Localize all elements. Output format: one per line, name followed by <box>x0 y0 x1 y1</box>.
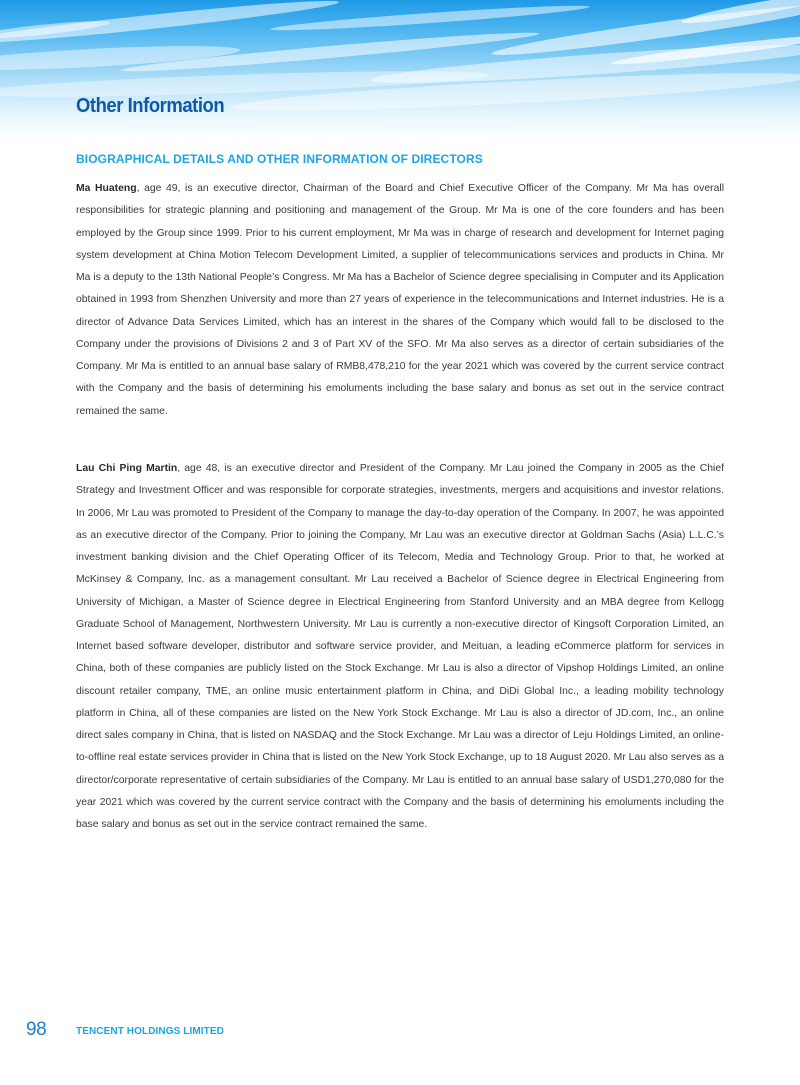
director-bio-lau-chi-ping-martin <box>76 458 724 836</box>
director-bio-text: , age 48, is an executive director and President of the Company. Mr Lau joined the Company in 2005 as the Chief Strategy and Investment Officer and was responsible for corporate strategies, investments, mergers and acquisitions and investor relations. In 2006, Mr Lau was promoted to President of the Company to manage the day-to-day operation of the Company. In 2007, he was appointed as an executive director of the Company. Prior to joining the Company, Mr Lau was an executive director at Goldman Sachs (Asia) L.L.C.’s investment banking division and the Chief Operating Officer of its Telecom, Media and Technology Group. Prior to that, he worked at McKinsey & Company, Inc. as a management consultant. Mr Lau received a Bachelor of Science degree in Electrical Engineering from University of Michigan, a Master of Science degree in Electrical Engineering from Stanford University and an MBA degree from Kellogg Graduate School of Management, Northwestern University. Mr Lau is currently a non-executive director of Kingsoft Corporation Limited, an Internet based software developer, distributor and software service provider, and Meituan, a leading eCommerce platform for services in China, both of these companies are publicly listed on the Stock Exchange. Mr Lau is also a director of Vipshop Holdings Limited, an online discount retailer company, TME, an online music entertainment platform in China, and DiDi Global Inc., a leading mobility technology platform in China, all of these companies are listed on the New York Stock Exchange. Mr Lau is also a director of JD.com, Inc., an online direct sales company in China, that is listed on NASDAQ and the Stock Exchange. Mr Lau was a director of Leju Holdings Limited, an online-to-offline real estate services provider in China that is listed on the New York Stock Exchange, up to 18 August 2020. Mr Lau also serves as a director/corporate representative of certain subsidiaries of the Company. Mr Lau is entitled to an annual base salary of USD1,270,080 for the year 2021 which was covered by the current service contract with the Company and the basis of determining his emoluments including the base salary and bonus as set out in the service contract remained the same. <box>76 463 724 830</box>
director-name: Ma Huateng <box>76 183 137 194</box>
director-bio-text: , age 49, is an executive director, Chairman of the Board and Chief Executive Officer of the Company. Mr Ma has overall responsibilities for strategic planning and positioning and management of the Group. Mr Ma is one of the core founders and has been employed by the Group since 1999. Prior to his current employment, Mr Ma was in charge of research and development for Internet paging system development at China Motion Telecom Development Limited, a supplier of telecommunications services and products in China. Mr Ma is a deputy to the 13th National People’s Congress. Mr Ma has a Bachelor of Science degree specialising in Computer and its Application obtained in 1993 from Shenzhen University and more than 27 years of experience in the telecommunications and Internet industries. He is a director of Advance Data Services Limited, which has an interest in the shares of the Company which would fall to be disclosed to the Company under the provisions of Divisions 2 and 3 of Part XV of the SFO. Mr Ma also serves as a director of certain subsidiaries of the Company. Mr Ma is entitled to an annual base salary of RMB8,478,210 for the year 2021 which was covered by the current service contract with the Company and the basis of determining his emoluments including the base salary and bonus as set out in the service contract remained the same. <box>76 183 725 417</box>
section-heading: BIOGRAPHICAL DETAILS AND OTHER INFORMATION OF DIRECTORS <box>76 152 483 166</box>
page-title: Other Information <box>76 94 225 117</box>
director-name: Lau Chi Ping Martin <box>76 463 178 474</box>
footer-company-name: TENCENT HOLDINGS LIMITED <box>76 1026 224 1037</box>
page-number: 98 <box>26 1019 47 1040</box>
director-bio-ma-huateng <box>76 178 724 423</box>
cloud-streaks-graphic <box>0 0 800 140</box>
sky-header-banner <box>0 0 800 140</box>
